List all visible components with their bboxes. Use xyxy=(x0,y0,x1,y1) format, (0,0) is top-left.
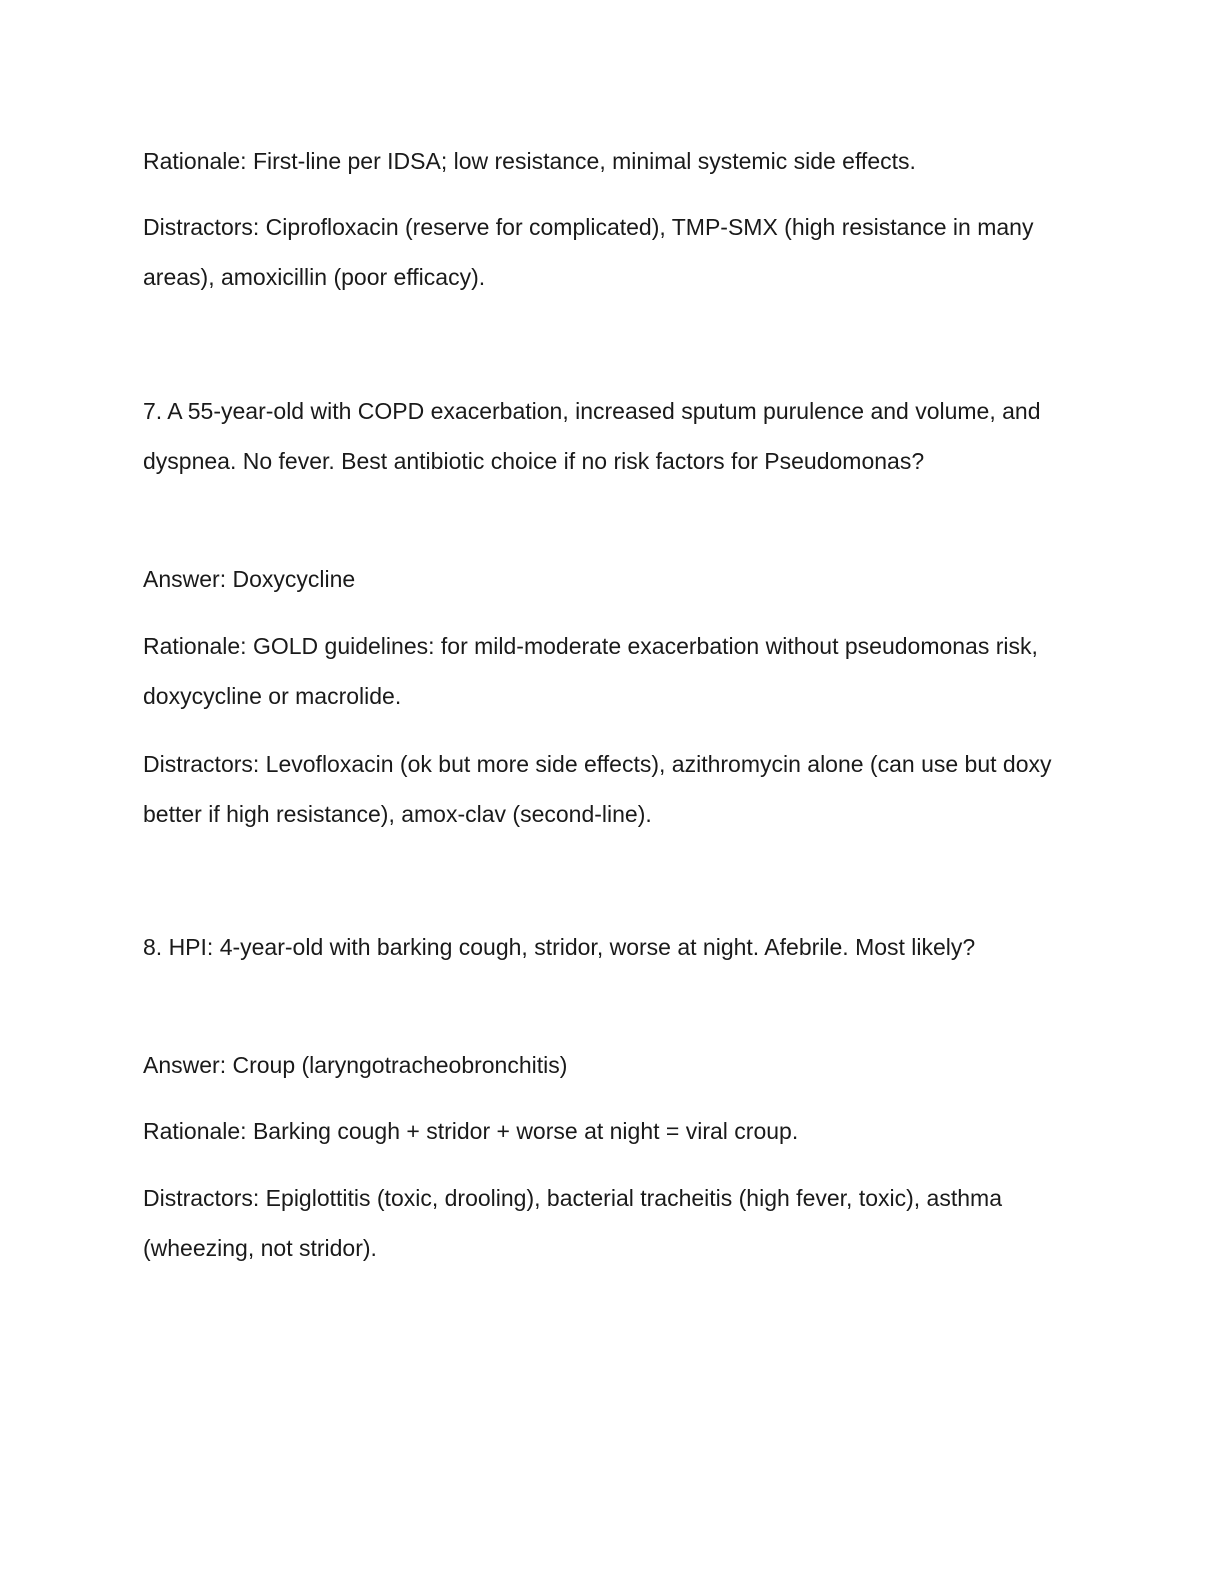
q6-rationale: Rationale: First-line per IDSA; low resistance, minimal systemic side effects. xyxy=(143,148,916,174)
q7-rationale: Rationale: GOLD guidelines: for mild-moderate exacerbation without pseudomonas risk, doxycycline or macrolide. xyxy=(143,633,1038,709)
q6-distractors: Distractors: Ciprofloxacin (reserve for complicated), TMP-SMX (high resistance in many areas), amoxicillin (poor efficacy). xyxy=(143,214,1034,290)
q7-distractors: Distractors: Levofloxacin (ok but more side effects), azithromycin alone (can use but doxy better if high resistance), amox-clav (second-line). xyxy=(143,751,1052,827)
q7-answer: Answer: Doxycycline xyxy=(143,566,356,592)
q8-question: 8. HPI: 4-year-old with barking cough, stridor, worse at night. Afebrile. Most likely? xyxy=(143,934,976,960)
q8-rationale: Rationale: Barking cough + stridor + worse at night = viral croup. xyxy=(143,1118,799,1144)
q7-question: 7. A 55-year-old with COPD exacerbation, increased sputum purulence and volume, and dyspnea. No fever. Best antibiotic choice if no risk factors for Pseudomonas? xyxy=(143,398,1041,474)
q8-distractors: Distractors: Epiglottitis (toxic, drooling), bacterial tracheitis (high fever, toxic), asthma (wheezing, not stridor). xyxy=(143,1185,1002,1261)
q8-answer: Answer: Croup (laryngotracheobronchitis) xyxy=(143,1052,568,1078)
